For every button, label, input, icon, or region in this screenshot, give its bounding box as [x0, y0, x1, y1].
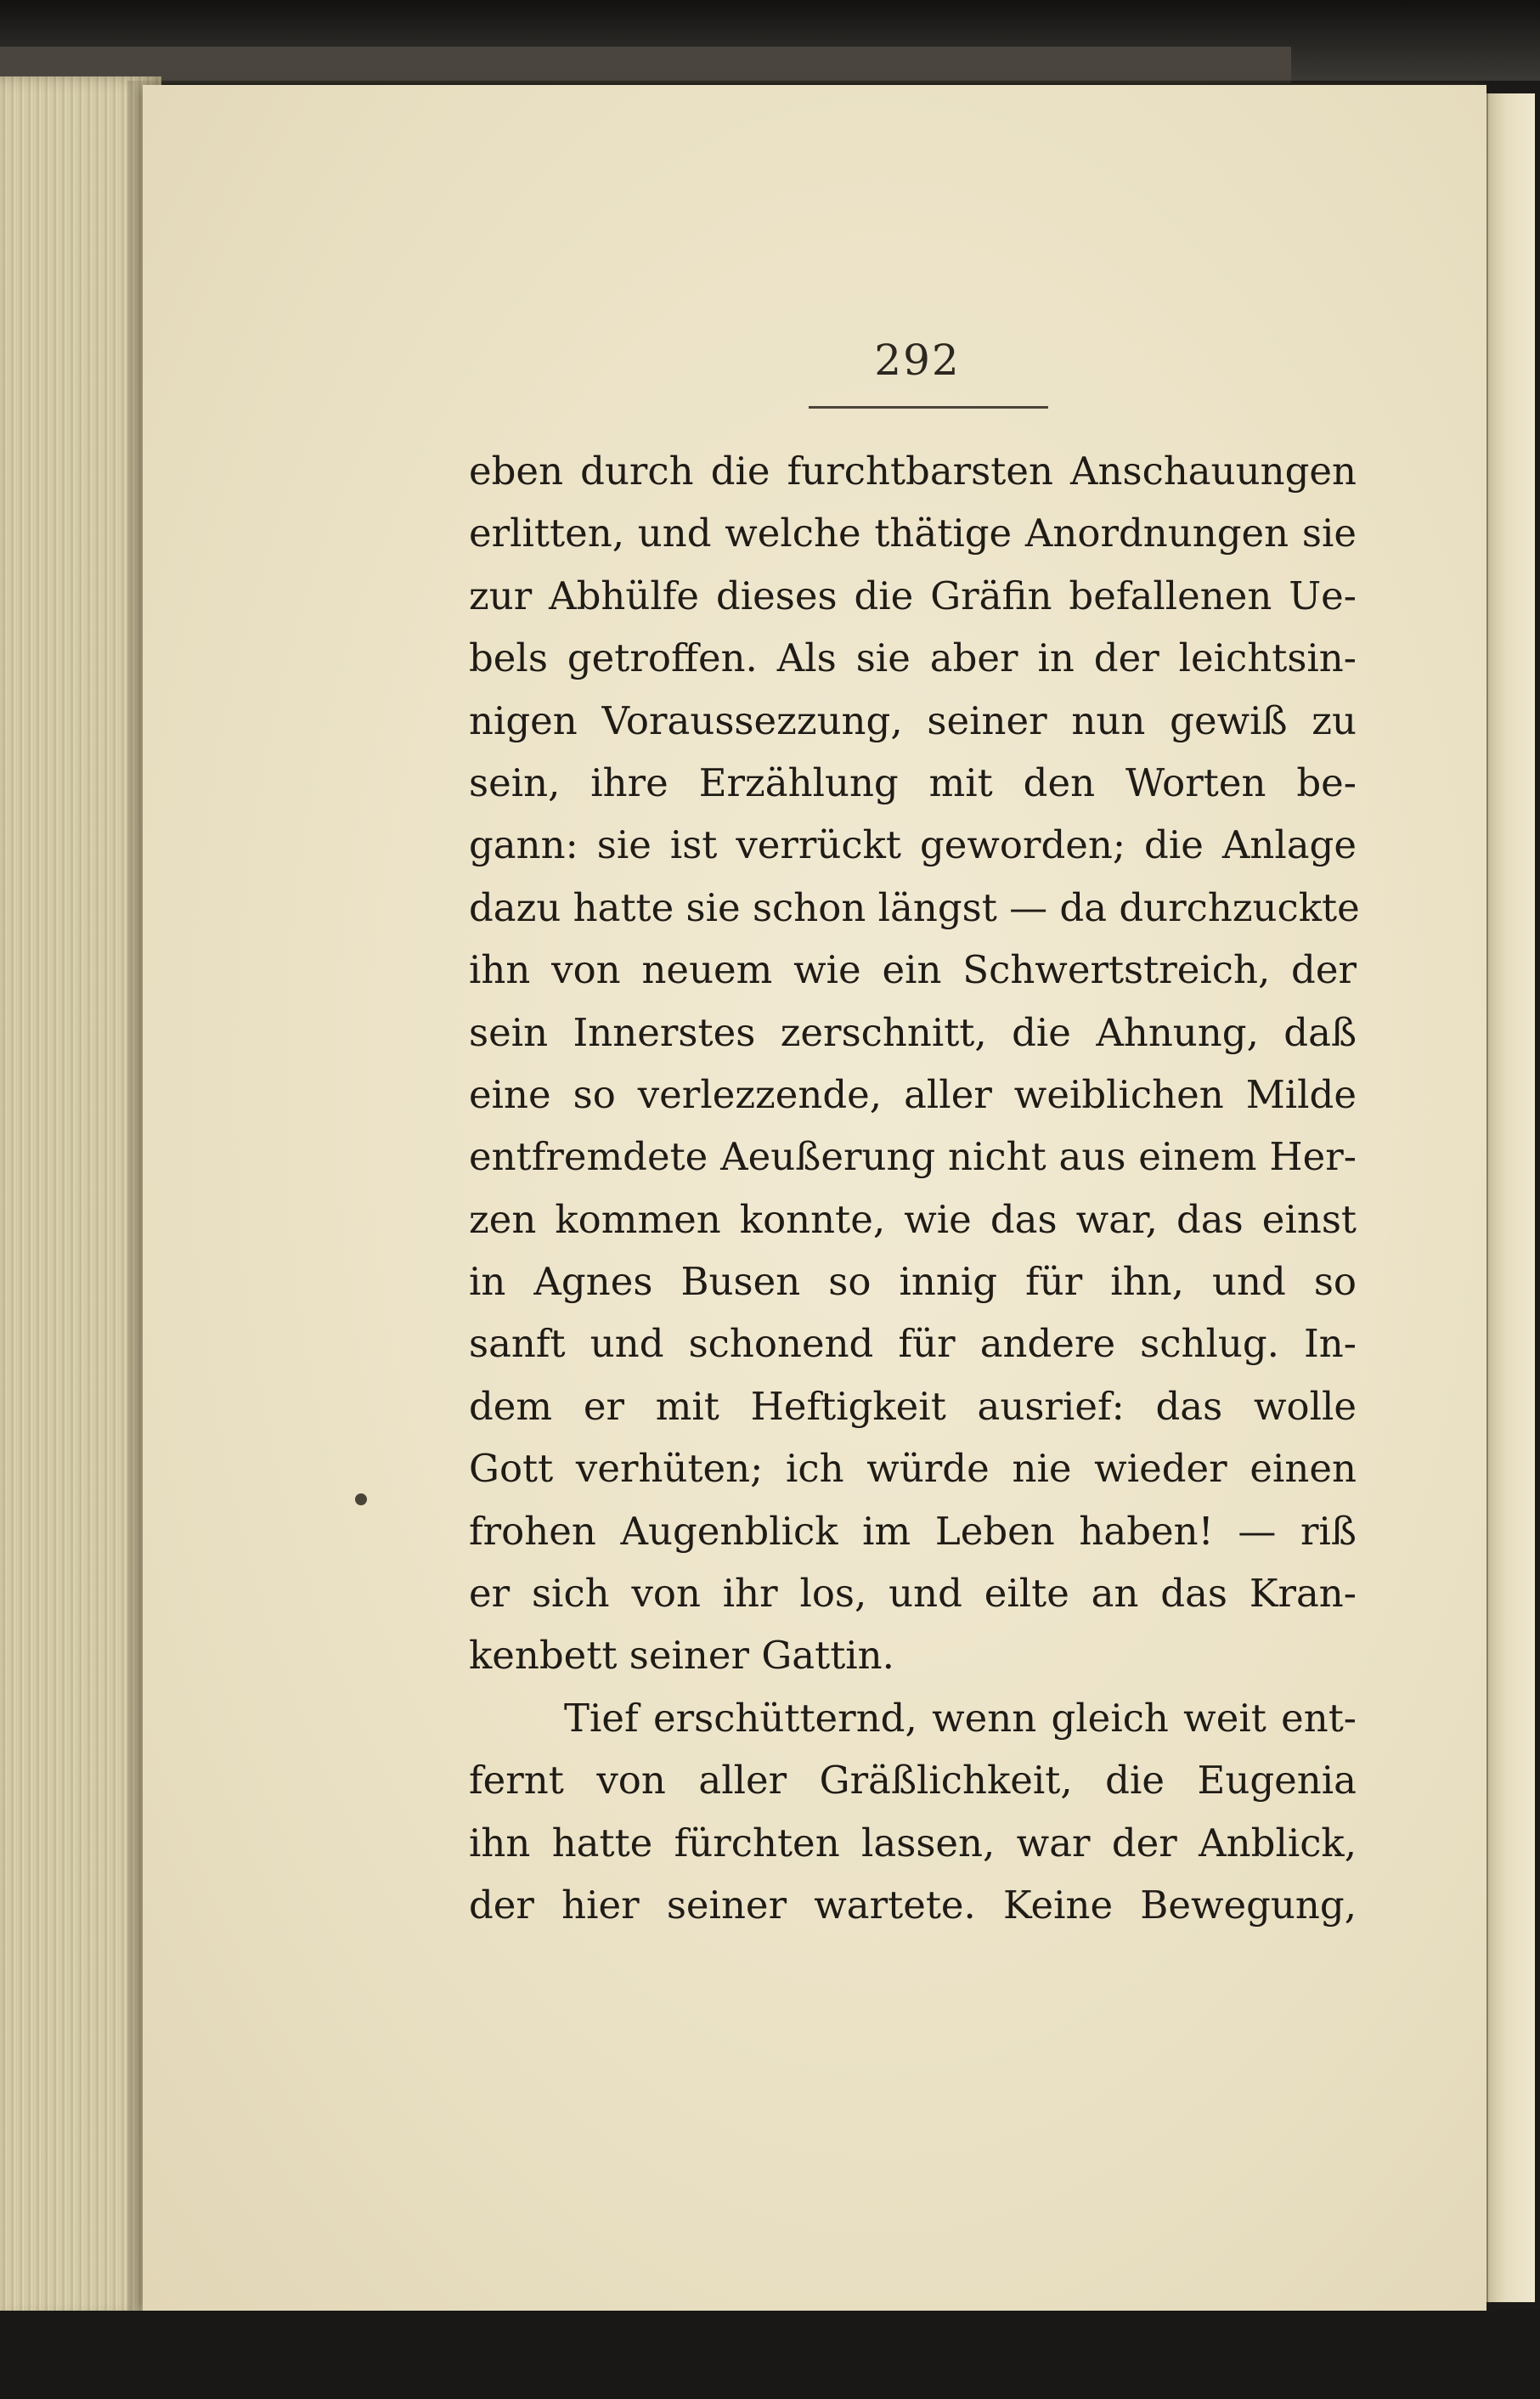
text-line: erlitten, und welche thätige Anordnungen sie [469, 511, 1357, 556]
text-line: entfremdete Aeußerung nicht aus einem Her- [469, 1134, 1357, 1180]
ink-blot [355, 1493, 367, 1505]
text-line: ihn hatte fürchten lassen, war der Anblick, [469, 1820, 1357, 1866]
text-line-paragraph-end: kenbett seiner Gattin. [469, 1633, 894, 1679]
text-line: er sich von ihr los, und eilte an das Kran- [469, 1571, 1357, 1617]
text-line: ihn von neuem wie ein Schwertstreich, der [469, 947, 1357, 993]
text-line: der hier seiner wartete. Keine Bewegung, [469, 1882, 1357, 1928]
text-line: zur Abhülfe dieses die Gräfin befallenen Ue- [469, 573, 1357, 618]
text-line: Gott verhüten; ich würde nie wieder einen [469, 1446, 1357, 1492]
text-line: zen kommen konnte, wie das war, das einst [469, 1196, 1357, 1242]
text-line-paragraph-start: Tief erschütternd, wenn gleich weit ent- [564, 1695, 1357, 1741]
text-line: sein, ihre Erzählung mit den Worten be- [469, 759, 1357, 805]
scan-bottom-background [0, 2311, 1540, 2399]
text-line: in Agnes Busen so innig für ihn, und so [469, 1259, 1357, 1305]
header-rule [809, 406, 1048, 409]
text-line: fernt von aller Gräßlichkeit, die Eugenia [469, 1758, 1357, 1803]
text-line: eben durch die furchtbarsten Anschauungen [469, 449, 1357, 494]
text-line: dem er mit Heftigkeit ausrief: das wolle [469, 1383, 1357, 1429]
book-cover-spine-band [0, 47, 1291, 83]
page-text [469, 440, 1360, 1936]
next-page-edge [1486, 93, 1535, 2302]
text-line: eine so verlezzende, aller weiblichen Milde [469, 1071, 1357, 1117]
text-line: sanft und schonend für andere schlug. In- [469, 1321, 1357, 1367]
text-line: nigen Voraussezzung, seiner nun gewiß zu [469, 697, 1357, 743]
text-line: sein Innerstes zerschnitt, die Ahnung, daß [469, 1009, 1357, 1055]
text-line: gann: sie ist verrückt geworden; die Anlage [469, 822, 1357, 868]
text-line: bels getroffen. Als sie aber in der leichtsin- [469, 635, 1357, 681]
page-number: 292 [874, 336, 961, 385]
text-line: frohen Augenblick im Leben haben! — riß [469, 1508, 1357, 1554]
text-line: dazu hatte sie schon längst — da durchzuckte [469, 884, 1360, 930]
